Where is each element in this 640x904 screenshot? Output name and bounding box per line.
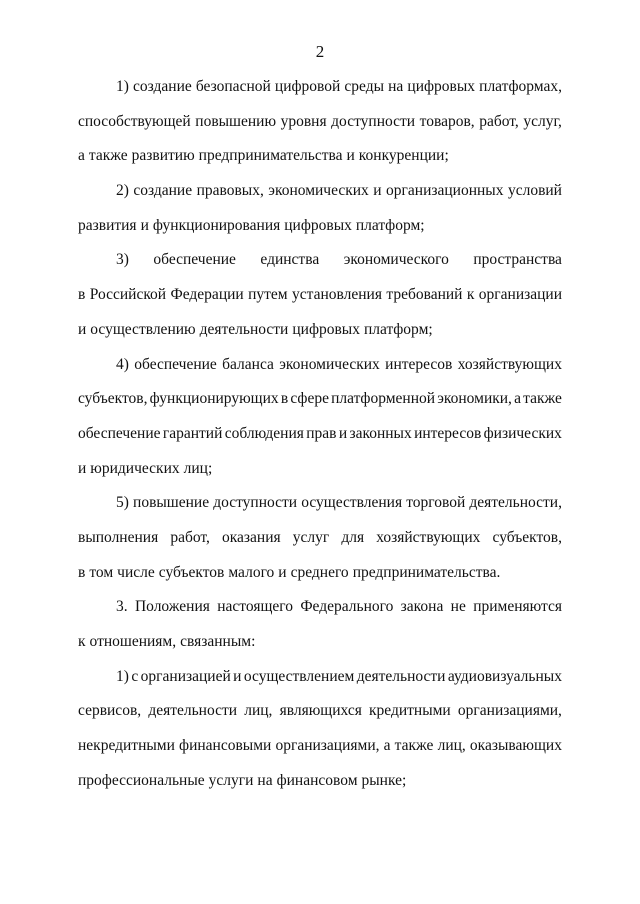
paragraph — [78, 70, 562, 174]
word: 3) — [116, 251, 129, 269]
word: развитию — [131, 147, 195, 165]
paragraph — [78, 590, 562, 659]
word: баланса — [222, 355, 274, 373]
word: интересов — [414, 424, 482, 442]
word: соблюдения — [224, 424, 304, 442]
word: экономических — [279, 355, 380, 373]
text-line — [78, 382, 562, 417]
text-line — [78, 625, 562, 660]
word: 2) — [116, 182, 129, 200]
word: предпринимательства — [198, 147, 343, 165]
word: к — [466, 286, 475, 304]
word: осуществлением — [243, 667, 355, 685]
word: услуги — [208, 771, 254, 789]
word: для — [341, 528, 365, 546]
word: отношениям, — [89, 633, 177, 650]
word: доступности — [331, 112, 416, 130]
word: лиц, — [244, 702, 273, 720]
word: связанным: — [180, 633, 256, 650]
word: и — [78, 459, 87, 477]
word: деятельности — [148, 702, 238, 720]
word: физических — [483, 424, 562, 442]
word: деятельности — [199, 320, 289, 338]
text-line — [78, 660, 562, 695]
word: интересов — [385, 355, 453, 373]
page-number: 2 — [315, 42, 325, 61]
paragraph — [78, 660, 562, 799]
word: и — [233, 667, 242, 685]
word: также — [523, 390, 562, 408]
word: Положения — [134, 598, 210, 616]
word: и — [140, 216, 149, 234]
word: Федерального — [300, 598, 394, 616]
word: а — [514, 390, 521, 408]
text-line — [78, 556, 562, 591]
word: на — [257, 771, 273, 789]
word: работ, — [170, 528, 210, 546]
text-line — [78, 313, 562, 348]
word: безопасной — [195, 78, 271, 95]
word: а — [383, 737, 391, 755]
word: оказывающих — [469, 737, 562, 755]
word: 4) — [116, 355, 129, 373]
word: и — [373, 182, 382, 200]
word: числе — [117, 563, 155, 581]
word: конкуренции; — [358, 147, 449, 165]
paragraph — [78, 243, 562, 347]
text-line — [78, 764, 562, 799]
word: также — [88, 147, 128, 165]
word: Федерации — [170, 286, 244, 304]
word: с — [131, 667, 139, 685]
word: организациями, — [457, 702, 562, 720]
word: платформ; — [363, 320, 433, 338]
word: услуг — [292, 528, 330, 546]
word: уровня — [280, 112, 327, 130]
word: цифровых — [407, 78, 476, 95]
word: хозяйствующих — [457, 355, 562, 373]
word: деятельности — [356, 667, 446, 685]
word: 1) — [116, 667, 129, 685]
word: пространства — [473, 251, 562, 269]
word: законных — [349, 424, 412, 442]
text-line — [78, 694, 562, 729]
word: субъектов — [158, 563, 225, 581]
word: являющихся — [279, 702, 362, 720]
word: товаров, — [419, 112, 475, 130]
word: сервисов, — [78, 702, 142, 720]
word: среднего — [290, 563, 349, 581]
word: организациями, — [275, 737, 380, 755]
word: обеспечение — [153, 251, 236, 269]
word: экономики, — [437, 390, 512, 408]
word: не — [450, 598, 466, 616]
paragraph — [78, 174, 562, 243]
word: деятельности, — [469, 494, 562, 512]
word: услуг, — [523, 112, 562, 130]
word: закона — [400, 598, 444, 616]
word: профессиональные — [78, 771, 205, 789]
word: платформенной — [331, 390, 436, 408]
text-line — [78, 729, 562, 764]
word: кредитными — [369, 702, 451, 720]
word: повышению — [195, 112, 277, 130]
word: рынке; — [361, 771, 407, 789]
word: создание — [133, 78, 192, 95]
word: некредитными — [78, 737, 175, 755]
text-line — [78, 590, 562, 625]
word: цифровых — [292, 320, 360, 338]
word: осуществления — [301, 494, 403, 512]
text-line — [78, 243, 562, 278]
text-line — [78, 452, 562, 487]
word: к — [78, 633, 86, 650]
word: в — [78, 563, 86, 581]
word: обеспечение — [134, 355, 217, 373]
word: и — [278, 563, 287, 581]
word: Российской — [89, 286, 167, 304]
word: путем — [248, 286, 288, 304]
word: 5) — [116, 494, 129, 512]
word: и — [338, 424, 348, 442]
word: условий — [507, 182, 562, 200]
text-line — [78, 139, 562, 174]
word: а — [78, 147, 85, 165]
word: на — [388, 78, 404, 95]
word: юридических — [90, 459, 180, 477]
word: и — [346, 147, 355, 165]
word: платформ; — [355, 216, 425, 234]
word: субъектов, — [492, 528, 562, 546]
word: гарантий — [162, 424, 223, 442]
word: финансовыми — [179, 737, 272, 755]
word: работ, — [479, 112, 519, 130]
word: экономических — [268, 182, 369, 200]
word: среды — [344, 78, 385, 95]
word: в — [78, 286, 86, 304]
text-line — [78, 105, 562, 140]
word: аудиовизуальных — [447, 667, 562, 685]
word: осуществлению — [90, 320, 196, 338]
word: том — [89, 563, 114, 581]
word: малого — [228, 563, 275, 581]
word: способствующей — [78, 112, 191, 130]
word: 1) — [116, 78, 129, 95]
word: прав — [306, 424, 337, 442]
word: торговой — [406, 494, 466, 512]
text-line — [78, 278, 562, 313]
text-line — [78, 174, 562, 209]
text-line — [78, 521, 562, 556]
word: правовых, — [196, 182, 264, 200]
word: также — [394, 737, 434, 755]
word: платформах, — [479, 78, 562, 95]
word: выполнения — [78, 528, 159, 546]
text-line — [78, 348, 562, 383]
text-line — [78, 209, 562, 244]
word: функционирования — [152, 216, 281, 234]
word: единства — [260, 251, 320, 269]
word: обеспечение — [78, 424, 161, 442]
word: организации — [478, 286, 562, 304]
document-body — [78, 70, 562, 798]
word: и — [78, 320, 87, 338]
word: цифровой — [274, 78, 341, 95]
word: сфере — [290, 390, 329, 408]
word: установления — [292, 286, 382, 304]
word: создание — [133, 182, 193, 200]
word: повышение — [133, 494, 210, 512]
word: организационных — [386, 182, 504, 200]
text-line — [78, 486, 562, 521]
word: применяются — [473, 598, 562, 616]
word: хозяйствующих — [376, 528, 481, 546]
word: настоящего — [217, 598, 293, 616]
word: финансовом — [276, 771, 358, 789]
paragraph — [78, 348, 562, 487]
word: требований — [386, 286, 463, 304]
word: доступности — [213, 494, 298, 512]
word: в — [280, 390, 289, 408]
word: лиц, — [437, 737, 466, 755]
word: экономического — [343, 251, 449, 269]
word: организацией — [140, 667, 231, 685]
text-line — [78, 70, 562, 105]
word: развития — [78, 216, 137, 234]
word: предпринимательства. — [352, 563, 501, 581]
word: функционирующих — [149, 390, 279, 408]
word: оказания — [221, 528, 281, 546]
word: 3. — [116, 598, 128, 616]
word: цифровых — [284, 216, 352, 234]
text-line — [78, 417, 562, 452]
word: субъектов, — [78, 390, 148, 408]
word: лиц; — [183, 459, 213, 477]
paragraph — [78, 486, 562, 590]
